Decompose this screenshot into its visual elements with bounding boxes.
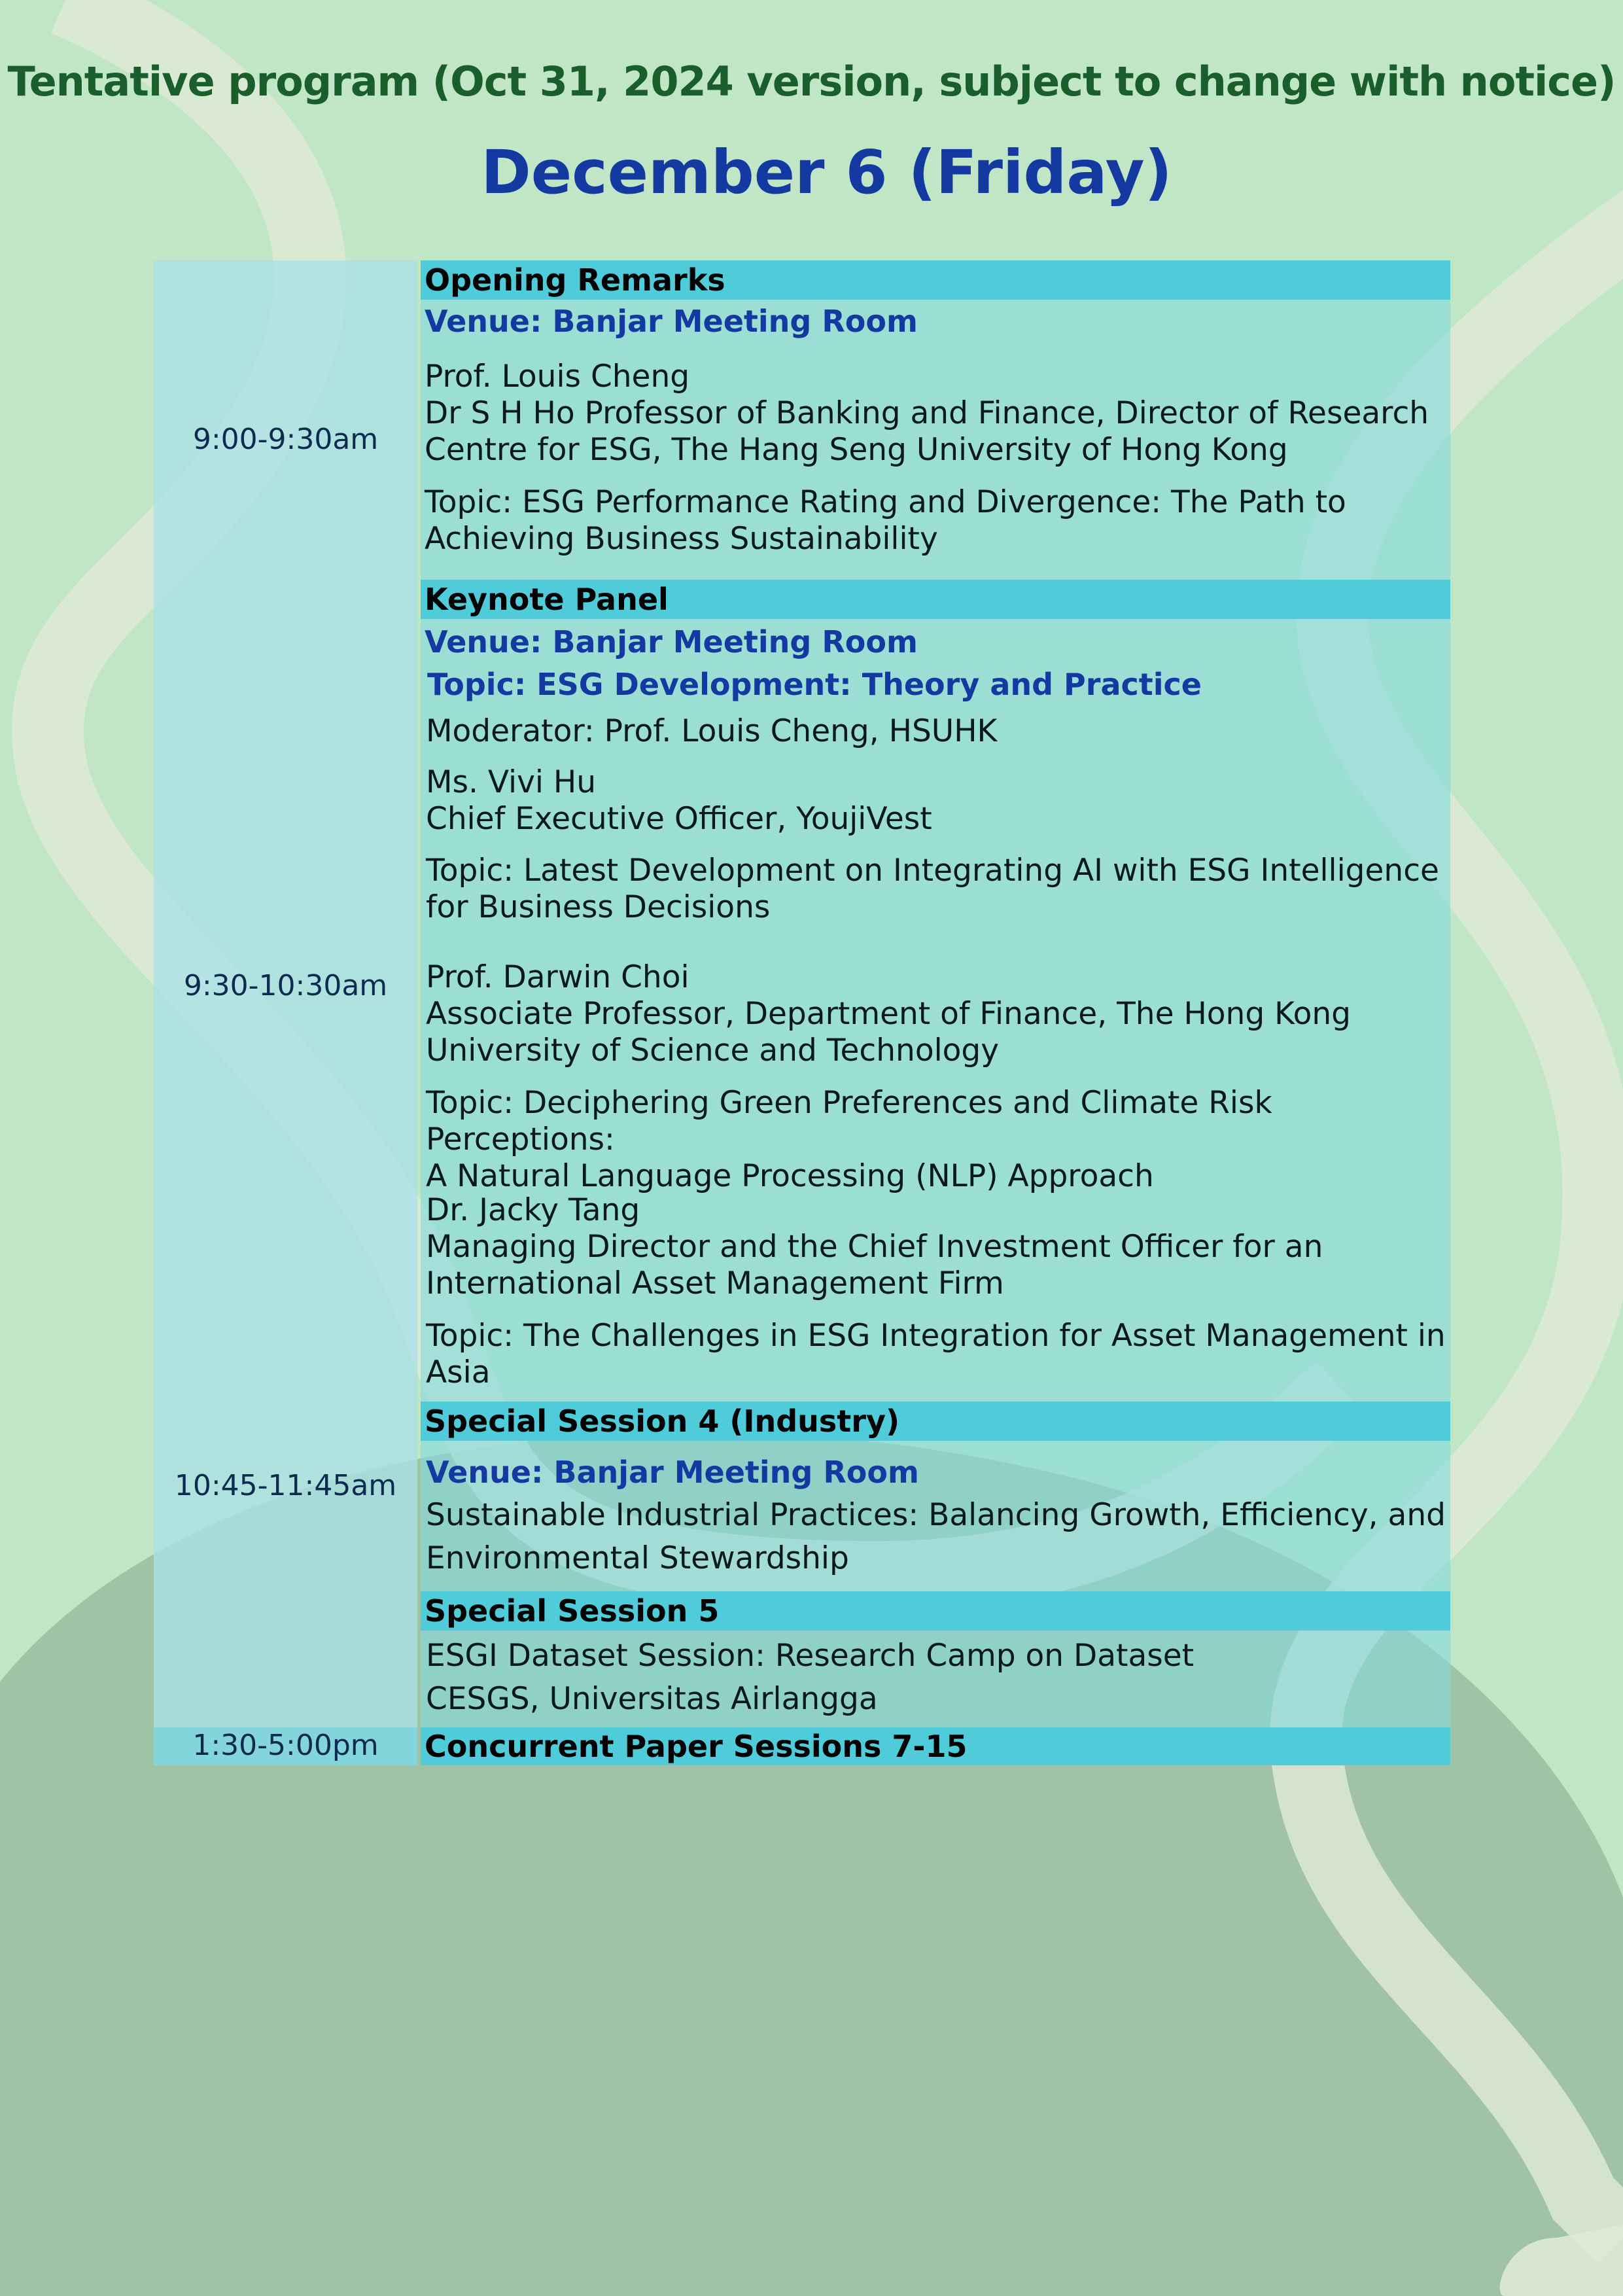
time-slot-opening: 9:00-9:30am [192, 423, 379, 456]
topic-line: Achieving Business Sustainability [425, 521, 938, 557]
speaker-role: Centre for ESG, The Hang Seng University of Hong Kong [425, 432, 1288, 468]
speaker-name: Prof. Louis Cheng [425, 359, 690, 395]
day-heading: December 6 (Friday) [481, 137, 1172, 207]
time-column [154, 260, 417, 1765]
special4-description [426, 1494, 1446, 1580]
keynote-theme: Topic: ESG Development: Theory and Practice [427, 667, 1202, 702]
keynote-topic-3 [426, 1318, 1446, 1391]
topic-line: Topic: ESG Performance Rating and Divergence: The Path to [425, 484, 1346, 520]
opening-speaker [425, 359, 1445, 468]
time-slot-keynote: 9:30-10:30am [183, 969, 388, 1002]
keynote-speaker-1 [426, 764, 1446, 838]
description-line: CESGS, Universitas Airlangga [426, 1681, 878, 1717]
program-title: Tentative program (Oct 31, 2024 version, subject to change with notice) [7, 58, 1616, 105]
time-slot-concurrent: 1:30-5:00pm [192, 1729, 379, 1762]
description-line: Environmental Stewardship [426, 1540, 849, 1576]
speaker-role: Chief Executive Officer, YoujiVest [426, 801, 932, 837]
speaker-role: Associate Professor, Department of Finance, The Hong Kong [426, 996, 1351, 1032]
speaker-name: Prof. Darwin Choi [426, 959, 689, 995]
opening-topic [425, 484, 1445, 557]
description-line: Sustainable Industrial Practices: Balancing Growth, Efficiency, and [426, 1497, 1446, 1533]
speaker-role: Dr S H Ho Professor of Banking and Finance, Director of Research [425, 395, 1429, 431]
speaker-role: International Asset Management Firm [426, 1265, 1004, 1301]
speaker-name: Ms. Vivi Hu [426, 764, 597, 800]
topic-line: Topic: Deciphering Green Preferences and Climate Risk Perceptions: [426, 1085, 1272, 1157]
special5-description [426, 1634, 1446, 1721]
session-header-special4: Special Session 4 (Industry) [421, 1402, 1450, 1441]
speaker-name: Dr. Jacky Tang [426, 1192, 640, 1228]
topic-line: for Business Decisions [426, 889, 771, 925]
session-header-concurrent: Concurrent Paper Sessions 7-15 [421, 1727, 1450, 1765]
topic-line: Asia [426, 1354, 491, 1390]
session-header-opening: Opening Remarks [421, 260, 1450, 300]
keynote-moderator: Moderator: Prof. Louis Cheng, HSUHK [426, 713, 998, 749]
time-slot-special4: 10:45-11:45am [174, 1469, 397, 1502]
topic-line: Topic: The Challenges in ESG Integration for Asset Management in [426, 1318, 1446, 1354]
speaker-role: Managing Director and the Chief Investment Officer for an [426, 1229, 1323, 1265]
special4-venue: Venue: Banjar Meeting Room [426, 1455, 919, 1490]
keynote-speaker-3 [426, 1192, 1446, 1302]
session-header-keynote: Keynote Panel [421, 580, 1450, 619]
session-header-special5: Special Session 5 [421, 1591, 1450, 1631]
keynote-venue: Venue: Banjar Meeting Room [425, 624, 918, 660]
speaker-role: University of Science and Technology [426, 1033, 1000, 1069]
topic-line: Topic: Latest Development on Integrating AI with ESG Intelligence [426, 853, 1439, 889]
keynote-topic-1 [426, 853, 1446, 926]
program-table [154, 260, 1450, 1765]
keynote-topic-2 [426, 1085, 1446, 1195]
opening-venue: Venue: Banjar Meeting Room [425, 304, 918, 339]
keynote-speaker-2 [426, 959, 1446, 1069]
topic-line: A Natural Language Processing (NLP) Approach [426, 1158, 1154, 1194]
description-line: ESGI Dataset Session: Research Camp on Dataset [426, 1638, 1195, 1674]
